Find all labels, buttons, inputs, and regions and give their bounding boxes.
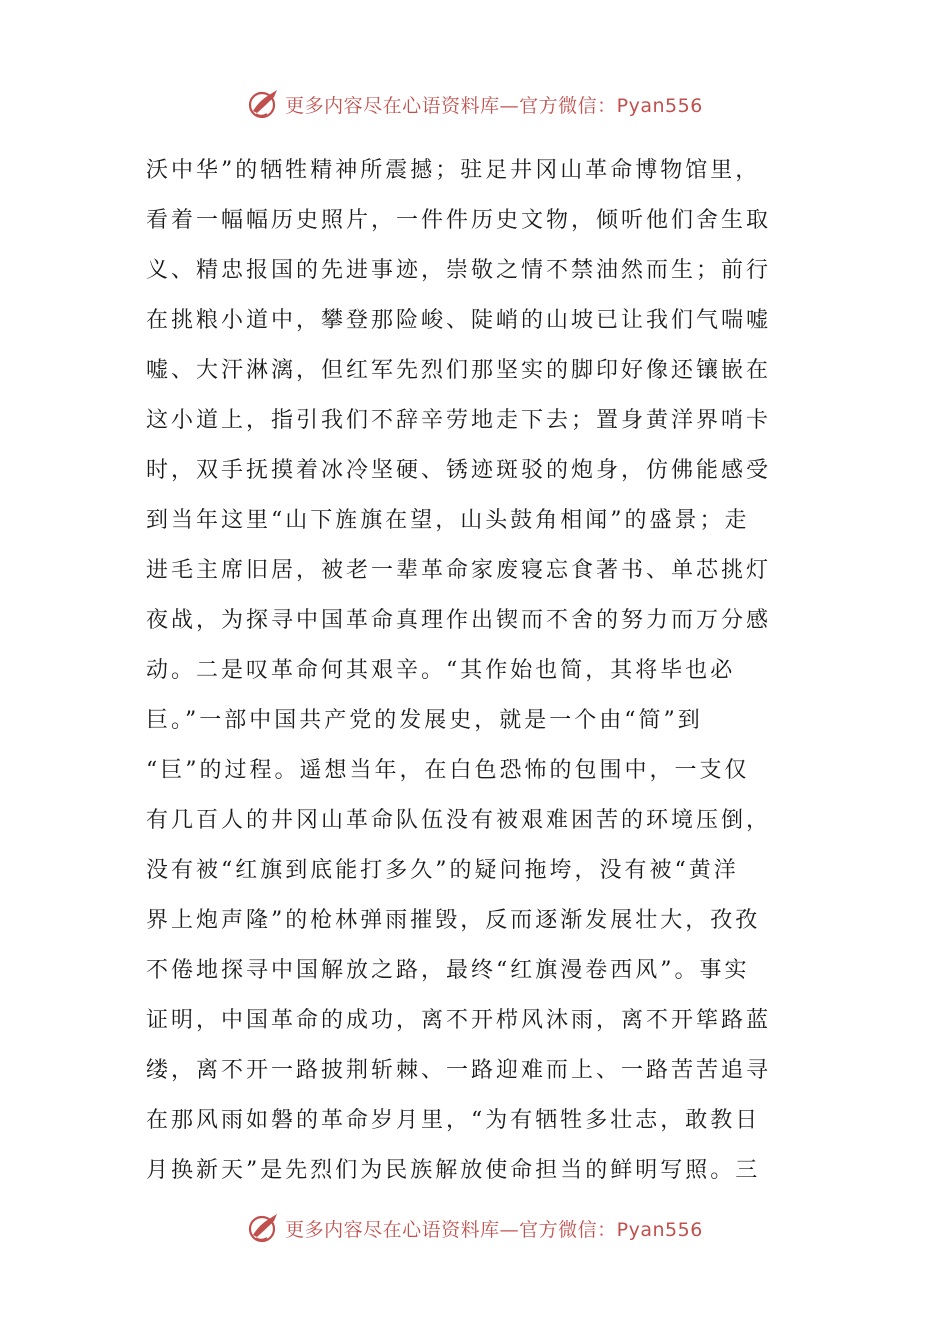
text-line: 有几百人的井冈山革命队伍没有被艰难困苦的环境压倒， bbox=[146, 808, 772, 833]
text-line: 到当年这里“山下旌旗在望，山头鼓角相闻”的盛景；走 bbox=[146, 508, 750, 533]
body-text bbox=[146, 146, 806, 1196]
text-line: 看着一幅幅历史照片，一件件历史文物，倾听他们舍生取 bbox=[146, 208, 772, 233]
pen-logo-icon bbox=[247, 87, 281, 121]
text-line: 义、精忠报国的先进事迹，崇敬之情不禁油然而生；前行 bbox=[146, 258, 772, 283]
text-line: 这小道上，指引我们不辞辛劳地走下去；置身黄洋界哨卡 bbox=[146, 408, 772, 433]
header-banner bbox=[0, 84, 950, 124]
text-line: 月换新天”是先烈们为民族解放使命担当的鲜明写照。三 bbox=[146, 1158, 761, 1183]
footer-wechat-id: Pyan556 bbox=[616, 1218, 703, 1241]
text-line: 沃中华”的牺牲精神所震撼；驻足井冈山革命博物馆里， bbox=[146, 158, 761, 183]
text-line: 时，双手抚摸着冰冷坚硬、锈迹斑驳的炮身，仿佛能感受 bbox=[146, 458, 772, 483]
text-line: 嘘、大汗淋漓，但红军先烈们那坚实的脚印好像还镶嵌在 bbox=[146, 358, 772, 383]
text-line: 在那风雨如磐的革命岁月里，“为有牺牲多壮志，敢教日 bbox=[146, 1108, 761, 1133]
text-line: 不倦地探寻中国解放之路，最终“红旗漫卷西风”。事实 bbox=[146, 958, 750, 983]
text-line: 在挑粮小道中，攀登那险峻、陡峭的山坡已让我们气喘嘘 bbox=[146, 308, 772, 333]
text-line: 界上炮声隆”的枪林弹雨摧毁，反而逐渐发展壮大，孜孜 bbox=[146, 908, 761, 933]
text-line: 进毛主席旧居，被老一辈革命家废寝忘食著书、单芯挑灯 bbox=[146, 558, 772, 583]
text-line: 夜战，为探寻中国革命真理作出锲而不舍的努力而万分感 bbox=[146, 608, 772, 633]
text-line: 证明，中国革命的成功，离不开栉风沐雨，离不开筚路蓝 bbox=[146, 1008, 772, 1033]
text-line: 没有被“红旗到底能打多久”的疑问拖垮，没有被“黄洋 bbox=[146, 858, 739, 883]
text-line: “巨”的过程。遥想当年，在白色恐怖的包围中，一支仅 bbox=[146, 758, 750, 783]
header-wechat-id: Pyan556 bbox=[616, 94, 703, 117]
text-line: 动。二是叹革命何其艰辛。“其作始也简，其将毕也必 bbox=[146, 658, 736, 683]
header-banner-text: 更多内容尽在心语资料库—官方微信：Pyan556 bbox=[285, 94, 703, 117]
footer-banner bbox=[0, 1208, 950, 1248]
text-line: 缕，离不开一路披荆斩棘、一路迎难而上、一路苦苦追寻 bbox=[146, 1058, 772, 1083]
text-line: 巨。”一部中国共产党的发展史，就是一个由“简”到 bbox=[146, 708, 703, 733]
footer-banner-text: 更多内容尽在心语资料库—官方微信：Pyan556 bbox=[285, 1218, 703, 1241]
pen-logo-icon bbox=[247, 1211, 281, 1245]
